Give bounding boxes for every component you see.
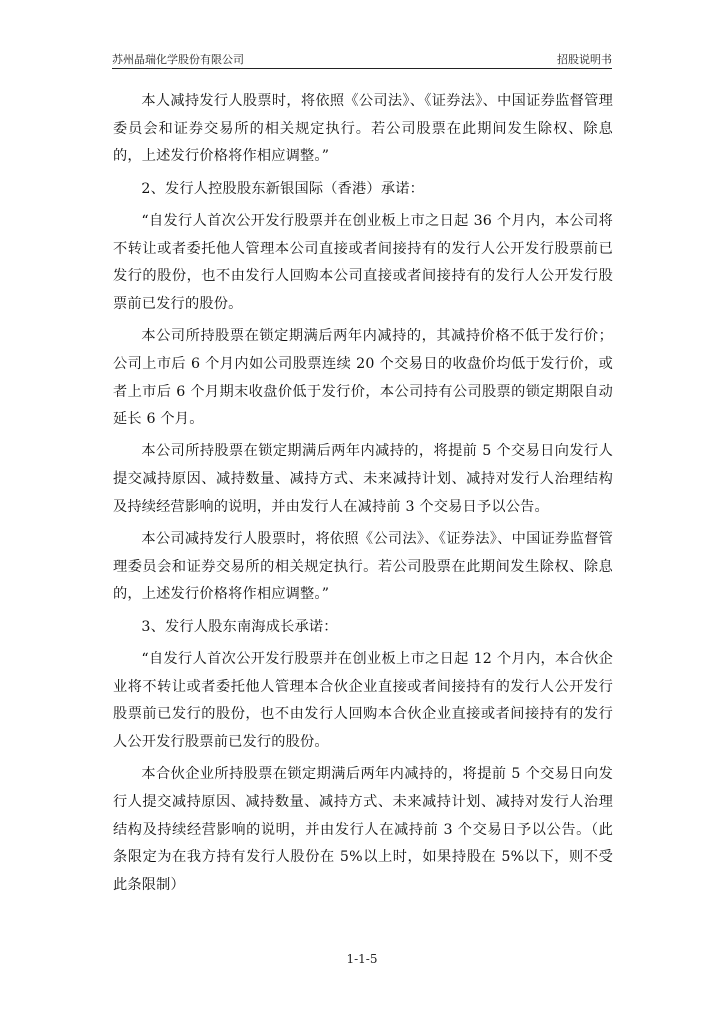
page-number: 1-1-5	[346, 952, 378, 966]
document-body	[113, 88, 613, 904]
paragraph: 本合伙企业所持股票在锁定期满后两年内减持的，将提前 5 个交易日向发行人提交减持原因、减持数量、减持方式、未来减持计划、减持对发行人治理结构及持续经营影响的说明，并由发行人在减持前 3 个交易日予以公告。（此条限定为在我方持有发行人股份在 5%以上时，如果持股在 5%以下，则不受此条限制）	[113, 766, 613, 893]
paragraph: 本公司所持股票在锁定期满后两年内减持的，将提前 5 个交易日向发行人提交减持原因、减持数量、减持方式、未来减持计划、减持对发行人治理结构及持续经营影响的说明，并由发行人在减持前 3 个交易日予以公告。	[113, 443, 613, 515]
page-header	[112, 48, 612, 69]
section-heading: 3、发行人股东南海成长承诺：	[141, 618, 338, 635]
document-type: 招股说明书	[557, 53, 612, 66]
paragraph: 本公司所持股票在锁定期满后两年内减持的，其减持价格不低于发行价；公司上市后 6 个月内如公司股票连续 20 个交易日的收盘价均低于发行价，或者上市后 6 个月期末收盘价低于发行价，本公司持有公司股票的锁定期限自动延长 6 个月。	[113, 328, 613, 428]
paragraph: “自发行人首次公开发行股票并在创业板上市之日起 36 个月内，本公司将不转让或者委托他人管理本公司直接或者间接持有的发行人公开发行股票前已发行的股份，也不由发行人回购本公司直接或者间接持有的发行人公开发行股票前已发行的股份。	[113, 212, 613, 312]
paragraph: “自发行人首次公开发行股票并在创业板上市之日起 12 个月内，本合伙企业将不转让或者委托他人管理本合伙企业直接或者间接持有的发行人公开发行股票前已发行的股份，也不由发行人回购本合伙企业直接或者间接持有的发行人公开发行股票前已发行的股份。	[113, 650, 613, 750]
section-heading: 2、发行人控股股东新银国际（香港）承诺：	[141, 180, 424, 197]
company-name: 苏州晶瑞化学股份有限公司	[112, 53, 244, 66]
paragraph: 本人减持发行人股票时，将依照《公司法》、《证券法》、中国证券监督管理委员会和证券交易所的相关规定执行。若公司股票在此期间发生除权、除息的，上述发行价格将作相应调整。”	[113, 93, 613, 165]
paragraph: 本公司减持发行人股票时，将依照《公司法》、《证券法》、中国证券监督管理委员会和证券交易所的相关规定执行。若公司股票在此期间发生除权、除息的，上述发行价格将作相应调整。”	[113, 531, 613, 603]
